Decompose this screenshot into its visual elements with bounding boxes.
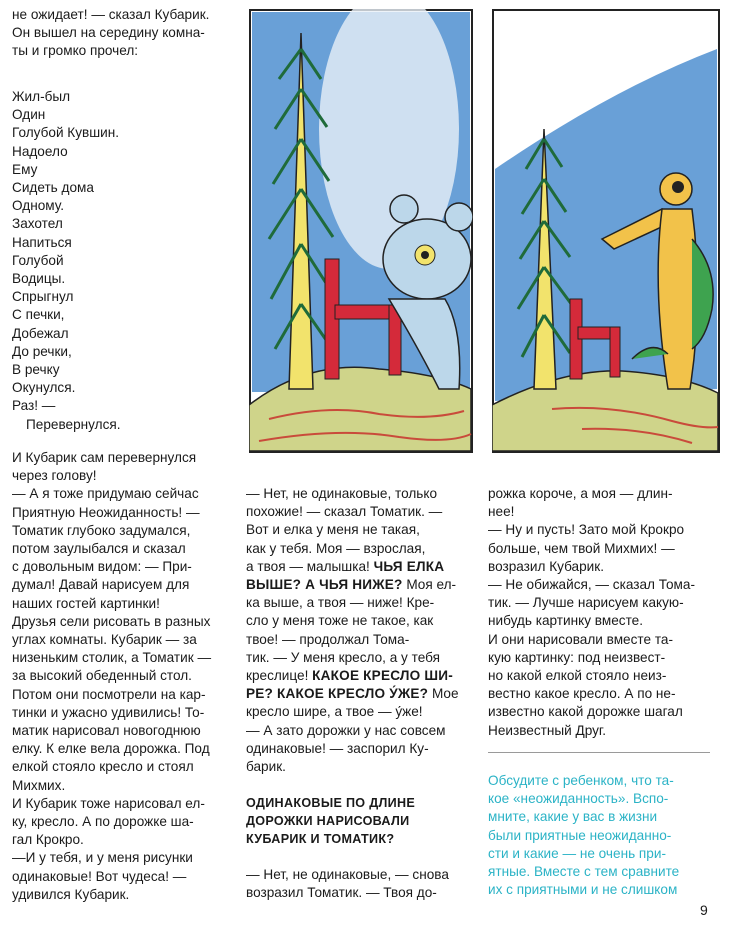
poem-line: С печки, xyxy=(12,307,65,323)
text-line: нибудь картинку вместе. xyxy=(488,613,643,629)
text-line: известно какой дорожке шагал xyxy=(488,704,683,720)
text-line: возразил Томатик. — Твоя до- xyxy=(246,885,437,901)
text-line: кую картинку: под неизвест- xyxy=(488,649,666,665)
text-line: Неизвестный Друг. xyxy=(488,722,606,738)
text-line: тик. — Лучше нарисуем какую- xyxy=(488,595,684,611)
text-line: не ожидает! — сказал Кубарик. xyxy=(12,7,210,22)
text-line: но какой елкой стояло неиз- xyxy=(488,668,667,684)
text-line: твое! — продолжал Тома- xyxy=(246,631,410,647)
text-segment: Мое xyxy=(431,686,459,702)
poem-line: Напиться xyxy=(12,234,72,250)
text-segment: а твоя — малышка! xyxy=(246,558,370,574)
text-line: —И у тебя, и у меня рисунки xyxy=(12,850,193,866)
question-bold: ВЫШЕ? А ЧЬЯ НИЖЕ? xyxy=(246,577,403,593)
text-line: сло у меня тоже не такое, как xyxy=(246,613,434,629)
page-number: 9 xyxy=(700,902,708,918)
col3-body xyxy=(488,485,716,740)
text-line xyxy=(246,558,474,576)
poem-line: Спрыгнул xyxy=(12,289,74,305)
poem-line: Надоело xyxy=(12,143,68,159)
text-line: барик. xyxy=(246,759,286,775)
question-bold: КАКОЕ КРЕСЛО ШИ- xyxy=(312,668,453,684)
poem-line: Окунулся. xyxy=(12,380,76,396)
text-line: низеньким столик, а Томатик — xyxy=(12,650,212,666)
text-line: думал! Давай нарисуем для xyxy=(12,577,190,593)
note-line: были приятные неожиданно- xyxy=(488,827,672,843)
text-line: Вот и елка у меня не такая, xyxy=(246,522,420,538)
poem-line: Голубой xyxy=(12,252,64,268)
text-line: больше, чем твой Михмих! — xyxy=(488,540,675,556)
text-line: углах комнаты. Кубарик — за xyxy=(12,632,197,648)
section-heading xyxy=(246,794,474,848)
text-line: ка выше, а твоя — ниже! Кре- xyxy=(246,595,435,611)
text-line: ты и громко прочел: xyxy=(12,43,139,59)
text-line: тинки и ужасно удивились! То- xyxy=(12,704,205,720)
poem-line: Один xyxy=(12,107,46,123)
col1-top xyxy=(12,6,240,61)
text-line: как у тебя. Моя — взрослая, xyxy=(246,540,426,556)
text-line: одинаковые! — заспорил Ку- xyxy=(246,740,429,756)
question-bold: ЧЬЯ ЕЛКА xyxy=(373,558,445,574)
heading-line: ДОРОЖКИ НАРИСОВАЛИ xyxy=(246,814,410,828)
note-line: мните, какие у вас в жизни xyxy=(488,809,658,825)
text-line: И они нарисовали вместе та- xyxy=(488,631,673,647)
text-line: И Кубарик тоже нарисовал ел- xyxy=(12,795,205,811)
text-line: удивился Кубарик. xyxy=(12,886,130,902)
text-line: кресло шире, а твое — у́же! xyxy=(246,704,423,720)
text-line: — Нет, не одинаковые, только xyxy=(246,486,438,501)
text-line: через голову! xyxy=(12,468,97,484)
poem-line: Раз! — xyxy=(12,398,56,414)
text-line: вестно какое кресло. А по не- xyxy=(488,686,676,702)
text-line: гал Крокро. xyxy=(12,832,84,848)
note-line: Обсудите с ребенком, что та- xyxy=(488,773,674,788)
text-line: Томатик глубоко задумался, xyxy=(12,522,191,538)
text-line: — А зато дорожки у нас совсем xyxy=(246,722,446,738)
col1-body xyxy=(12,449,240,904)
text-line: с довольным видом: — При- xyxy=(12,559,192,575)
text-line: рожка короче, а моя — длин- xyxy=(488,486,673,501)
poem-line: Захотел xyxy=(12,216,63,232)
col2-body xyxy=(246,485,474,776)
note-line: их с приятными и не слишком xyxy=(488,882,678,898)
text-line xyxy=(246,576,474,594)
heading-line: ОДИНАКОВЫЕ ПО ДЛИНЕ xyxy=(246,796,416,810)
text-line: Приятную Неожиданность! — xyxy=(12,504,200,520)
text-line xyxy=(246,685,474,703)
text-line: Друзья сели рисовать в разных xyxy=(12,613,211,629)
poem-line: Одному. xyxy=(12,198,64,214)
text-line: — Не обижайся, — сказал Тома- xyxy=(488,577,695,593)
text-line: ку, кресло. А по дорожке ша- xyxy=(12,814,194,830)
text-segment: креслице! xyxy=(246,668,309,684)
text-line: одинаковые! Вот чудеса! — xyxy=(12,868,187,884)
poem-line: До речки, xyxy=(12,343,72,359)
text-line: матик нарисовал новогоднюю xyxy=(12,723,201,739)
text-segment: Моя ел- xyxy=(406,577,457,593)
text-line: елку. К елке вела дорожка. Под xyxy=(12,741,210,757)
heading-line: КУБАРИК И ТОМАТИК? xyxy=(246,832,395,846)
parent-note xyxy=(488,772,716,899)
text-line: — Ну и пусть! Зато мой Крокро xyxy=(488,522,685,538)
poem-line: Сидеть дома xyxy=(12,180,94,196)
note-line: ятные. Вместе с тем сравните xyxy=(488,864,680,880)
poem-line: В речку xyxy=(12,362,60,378)
poem-line: Ему xyxy=(12,161,38,177)
text-line xyxy=(246,667,474,685)
divider xyxy=(488,752,710,753)
poem-line: Перевернулся. xyxy=(26,416,121,432)
question-bold: РЕ? КАКОЕ КРЕСЛО У́ЖЕ? xyxy=(246,686,429,702)
poem xyxy=(12,88,240,434)
col2-tail xyxy=(246,866,474,902)
text-line: возразил Кубарик. xyxy=(488,558,604,574)
text-line: — А я тоже придумаю сейчас xyxy=(12,486,199,502)
text-line: наших гостей картинки! xyxy=(12,595,160,611)
text-line: елкой стояло кресло и стоял xyxy=(12,759,194,775)
text-line: И Кубарик сам перевернулся xyxy=(12,450,197,465)
text-line: за высокий обеденный стол. xyxy=(12,668,192,684)
text-line: Михмих. xyxy=(12,777,66,793)
illustration-krokro xyxy=(492,9,720,453)
text-line: Потом они посмотрели на кар- xyxy=(12,686,206,702)
note-line: кое «неожиданность». Вспо- xyxy=(488,791,669,807)
text-line: Он вышел на середину комна- xyxy=(12,25,205,41)
note-line: сти и какие — не очень при- xyxy=(488,845,666,861)
poem-line: Водицы. xyxy=(12,271,66,287)
illustration-michmich xyxy=(249,9,473,453)
text-line: — Нет, не одинаковые, — снова xyxy=(246,867,449,882)
text-line: нее! xyxy=(488,504,515,520)
poem-line: Жил-был xyxy=(12,89,71,104)
text-line: похожие! — сказал Томатик. — xyxy=(246,504,443,520)
text-line: потом заулыбался и сказал xyxy=(12,541,186,557)
poem-line: Голубой Кувшин. xyxy=(12,125,120,141)
text-line: тик. — У меня кресло, а у тебя xyxy=(246,649,440,665)
poem-line: Добежал xyxy=(12,325,69,341)
